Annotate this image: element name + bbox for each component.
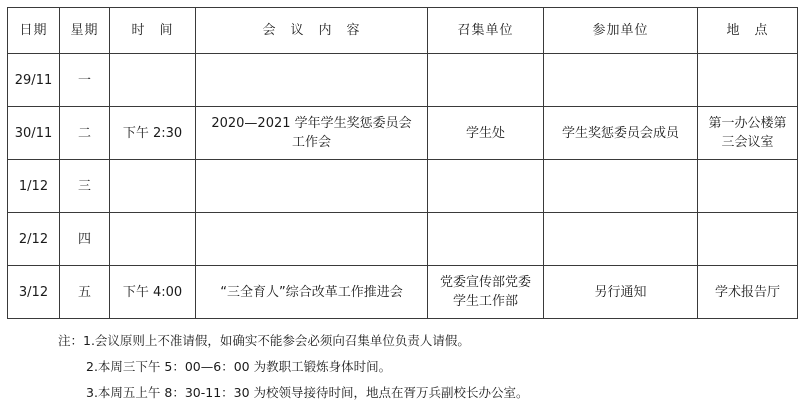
cell-participants bbox=[544, 160, 698, 213]
table-header-row bbox=[8, 8, 798, 54]
cell-location bbox=[698, 160, 798, 213]
header-location: 地 点 bbox=[698, 8, 798, 54]
cell-content bbox=[196, 54, 428, 107]
cell-date: 1/12 bbox=[8, 160, 60, 213]
cell-content bbox=[196, 213, 428, 266]
meeting-schedule-table bbox=[7, 7, 798, 319]
cell-location bbox=[698, 213, 798, 266]
cell-date: 3/12 bbox=[8, 266, 60, 319]
notes-section bbox=[58, 328, 529, 406]
cell-time bbox=[110, 54, 196, 107]
cell-participants bbox=[544, 54, 698, 107]
header-time: 时 间 bbox=[110, 8, 196, 54]
cell-weekday: 三 bbox=[60, 160, 110, 213]
table-row bbox=[8, 54, 798, 107]
header-participants: 参加单位 bbox=[544, 8, 698, 54]
cell-content: “三全育人”综合改革工作推进会 bbox=[196, 266, 428, 319]
cell-convener bbox=[428, 54, 544, 107]
header-weekday: 星期 bbox=[60, 8, 110, 54]
cell-weekday: 五 bbox=[60, 266, 110, 319]
header-convener: 召集单位 bbox=[428, 8, 544, 54]
table-row bbox=[8, 107, 798, 160]
cell-date: 29/11 bbox=[8, 54, 60, 107]
cell-convener: 学生处 bbox=[428, 107, 544, 160]
cell-participants: 学生奖惩委员会成员 bbox=[544, 107, 698, 160]
table-row bbox=[8, 213, 798, 266]
cell-time: 下午 4:00 bbox=[110, 266, 196, 319]
note-line: 注：1.会议原则上不准请假，如确实不能参会必须向召集单位负责人请假。 bbox=[58, 333, 470, 348]
note-line: 2.本周三下午 5：00—6：00 为教职工锻炼身体时间。 bbox=[86, 359, 392, 374]
cell-weekday: 四 bbox=[60, 213, 110, 266]
cell-weekday: 二 bbox=[60, 107, 110, 160]
note-line: 3.本周五上午 8：30-11：30 为校领导接待时间，地点在胥万兵副校长办公室。 bbox=[86, 385, 529, 400]
cell-weekday: 一 bbox=[60, 54, 110, 107]
cell-time bbox=[110, 213, 196, 266]
cell-content: 2020—2021 学年学生奖惩委员会工作会 bbox=[196, 107, 428, 160]
cell-date: 2/12 bbox=[8, 213, 60, 266]
table-row bbox=[8, 160, 798, 213]
cell-time bbox=[110, 160, 196, 213]
cell-location: 学术报告厅 bbox=[698, 266, 798, 319]
header-content: 会 议 内 容 bbox=[196, 8, 428, 54]
cell-location: 第一办公楼第三会议室 bbox=[698, 107, 798, 160]
header-date: 日期 bbox=[8, 8, 60, 54]
table-row bbox=[8, 266, 798, 319]
cell-convener: 党委宣传部党委学生工作部 bbox=[428, 266, 544, 319]
cell-location bbox=[698, 54, 798, 107]
cell-participants: 另行通知 bbox=[544, 266, 698, 319]
cell-time: 下午 2:30 bbox=[110, 107, 196, 160]
cell-convener bbox=[428, 213, 544, 266]
cell-convener bbox=[428, 160, 544, 213]
cell-content bbox=[196, 160, 428, 213]
cell-participants bbox=[544, 213, 698, 266]
cell-date: 30/11 bbox=[8, 107, 60, 160]
